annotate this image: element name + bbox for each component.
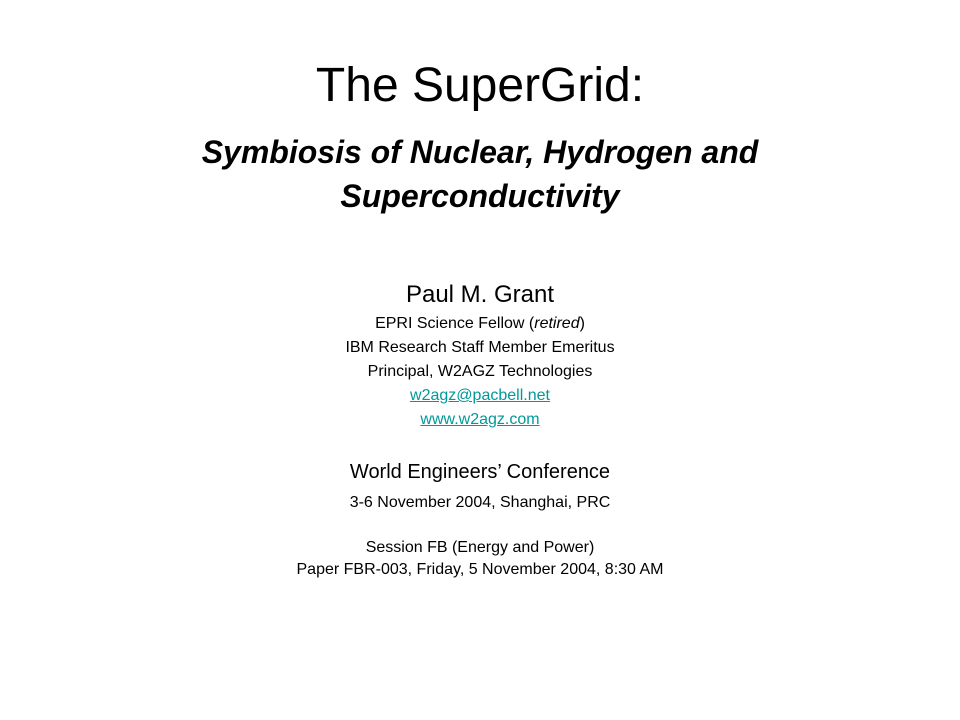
slide-title: The SuperGrid: <box>315 59 645 112</box>
slide-subtitle: Symbiosis of Nuclear, Hydrogen and Superconductivity <box>201 134 759 214</box>
affiliation-epri-prefix: EPRI Science Fellow ( <box>375 315 535 332</box>
conference-name: World Engineers’ Conference <box>349 461 611 483</box>
author-affiliations <box>0 312 960 432</box>
session-info <box>0 537 960 581</box>
affiliation-epri-italic: retired <box>534 315 580 332</box>
affiliation-ibm: IBM Research Staff Member Emeritus <box>345 339 615 356</box>
author-name: Paul M. Grant <box>405 281 555 308</box>
website-link[interactable]: www.w2agz.com <box>420 411 540 428</box>
email-link[interactable]: w2agz@pacbell.net <box>410 387 550 404</box>
conference-dates: 3-6 November 2004, Shanghai, PRC <box>349 494 611 511</box>
session-label: Session FB (Energy and Power) <box>365 539 595 556</box>
affiliation-epri-suffix: ) <box>579 315 585 332</box>
paper-label: Paper FBR-003, Friday, 5 November 2004, 8:30 AM <box>296 561 664 578</box>
affiliation-w2agz: Principal, W2AGZ Technologies <box>367 363 593 380</box>
affiliation-epri <box>0 312 960 336</box>
